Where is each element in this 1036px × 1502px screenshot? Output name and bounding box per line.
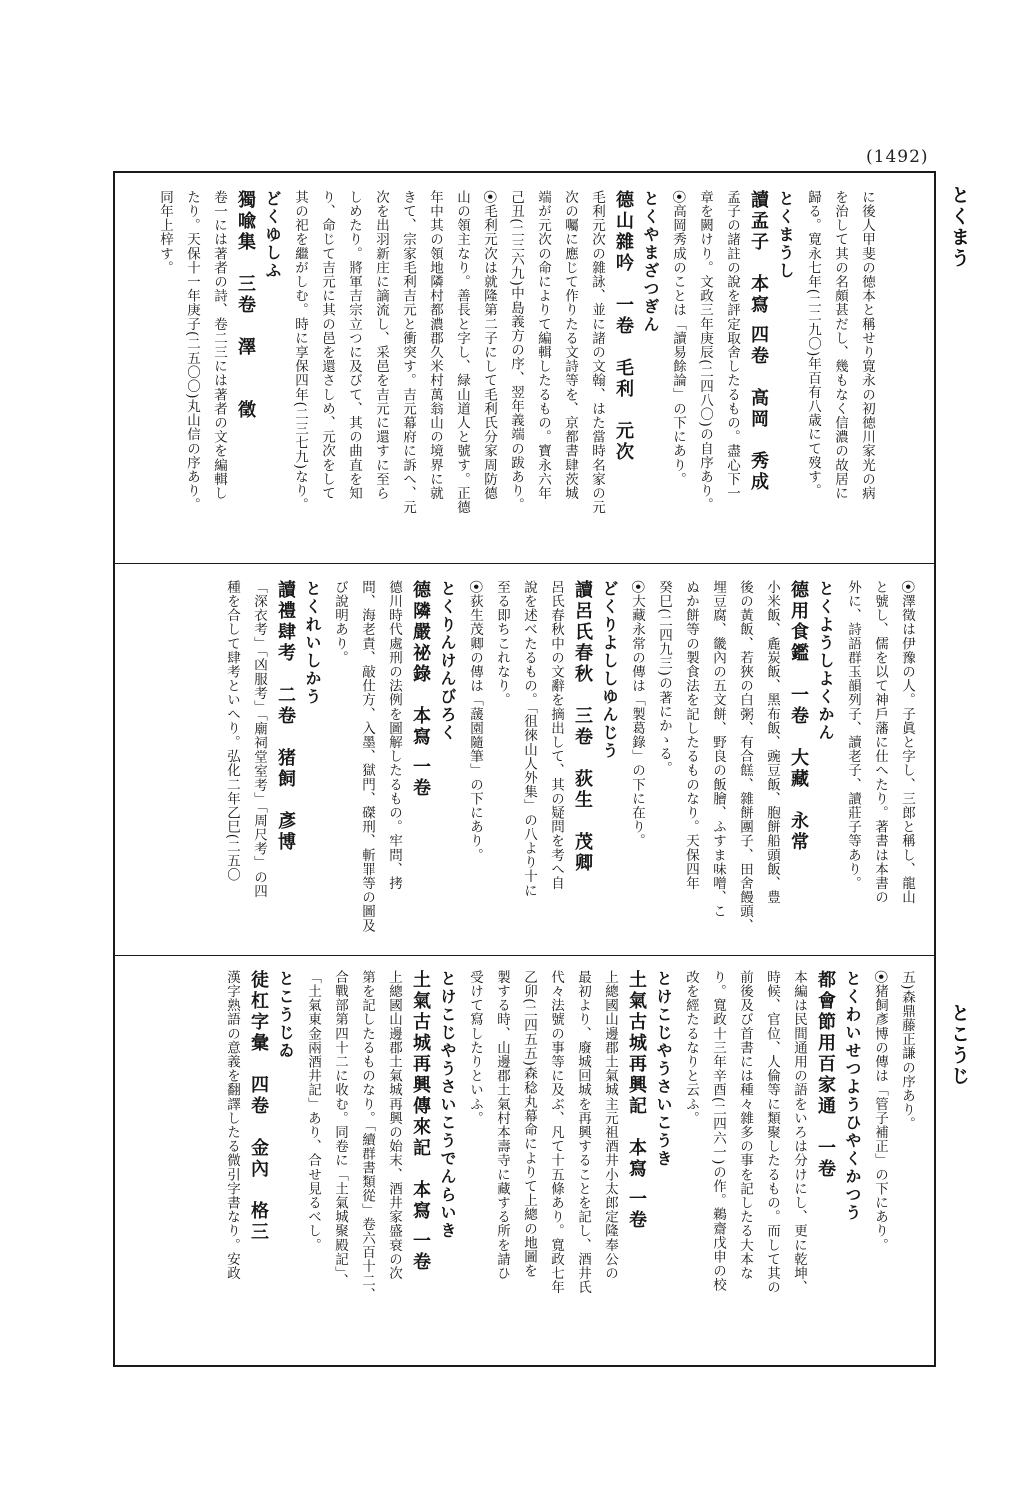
entry-reading: とくりんけんびろく (438, 580, 457, 742)
entry-text-line: ⦿大藏永常の傳は「製葛錄」の下に在り。 (629, 580, 645, 848)
entry-text-line: 卷一には著者の詩、卷二三には著者の文を編輯し (211, 190, 227, 501)
entry-text-line: 德川時代處刑の法例を圖解したるもの。牢問、拷 (386, 580, 402, 891)
entry-text-line: 癸巳(二四九三)の著にかゝる。 (656, 580, 672, 776)
entry-reading: とくれいしかう (303, 580, 322, 706)
entry-text-line: 次を出羽新庄に謫流し、采邑を吉元に還すに至ら (373, 190, 389, 501)
entry-reading: とくやまざつぎん (641, 190, 660, 334)
entry-text-line: 山の領主なり。善長と字し、緑山道人と號す。正德 (454, 190, 470, 515)
entry-text-line: 至る即ちこれなり。 (494, 580, 510, 707)
entry-title: 土氣古城再興記 本寫 一卷 (626, 970, 647, 1232)
text-band-middle (140, 580, 920, 958)
entry-text-line: 「深衣考」「凶服考」「廟祠堂室考」「周尺考」の四 (251, 580, 267, 899)
entry-text-line: 孟子の諸註の說を評定取舍したるもの。盡心下一 (724, 190, 740, 501)
entry-text-line: 種を合して肆考といへり。弘化二年乙巳(二五〇 (224, 580, 240, 882)
entry-text-line: 呂氏春秋中の文辭を摘出して、其の疑問を考へ自 (548, 580, 564, 891)
entry-text-line: 次の囑に應じて作りたる文詩等を、京都書肆茨城 (562, 190, 578, 501)
entry-text-line: ぬか餅等の製食法を記したるものなり。天保四年 (683, 580, 699, 891)
page-number: (1492) (866, 147, 929, 167)
entry-text-line: 上總國山邊郡土氣城主元祖酒井小太郎定隆奉公の (602, 970, 618, 1281)
entry-text-line: 其の祀を繼がしむ。時に享保四年(二三七九)なり。 (292, 190, 308, 512)
entry-text-line: 「土氣東金兩酒井記」あり、合せ見るべし。 (305, 970, 321, 1252)
entry-text-line: 五)森鼎藤正謙の序あり。 (899, 970, 915, 1131)
entry-title: 土氣古城再興傳來記 本寫 一卷 (410, 970, 431, 1274)
entry-text-line: 同年上梓す。 (157, 190, 173, 275)
entry-text-line: ⦿毛利元次は就隆第二子にして毛利氏分家周防德 (481, 190, 497, 501)
entry-title: 讀禮肆考 二卷 猪飼 彥博 (275, 580, 296, 853)
entry-text-line: を治して其の名頗甚だし、幾もなく信濃の故居に (832, 190, 848, 501)
entry-text-line: り、命じて吉元に其の邑を還さしめ、元次をして (319, 190, 335, 501)
entry-text-line: 毛利元次の雜詠、並に諸の文翰、はた當時名家の元 (589, 190, 605, 515)
entry-text-line: 第を記したるものなり。「續群書類從」卷六百十二、 (359, 970, 375, 1302)
entry-reading: とくまうし (776, 190, 795, 280)
entry-text-line: 歸る。寛永七年(二二九〇)年百有八歳にて歿す。 (805, 190, 821, 498)
entry-reading: とくようしよくかん (816, 580, 835, 742)
entry-text-line: 時候、官位、人倫等に類聚したるもの。而して其の (764, 970, 780, 1295)
running-header-bottom: とこうじ (948, 1003, 970, 1087)
entry-title: 德隣嚴祕錄 本寫 一卷 (410, 580, 431, 800)
entry-text-line: 外に、詩語群玉韻列子、讀老子、讀莊子等あり。 (845, 580, 861, 891)
entry-text-line: 改を經たるなりと云ふ。 (683, 970, 699, 1126)
entry-text-line: 前後及び首書には種々雜多の事を記したる大本な (737, 970, 753, 1281)
entry-title: 都會節用百家通 一卷 (815, 970, 836, 1180)
entry-text-line: たり。天保十一年庚子(二五〇〇)丸山信の序あり。 (184, 190, 200, 512)
entry-text-line: 己丑(二三六九)中島義方の序、翌年義端の跋あり。 (508, 190, 524, 512)
entry-text-line: 後の黃飯、若狹の白粥、有合餻、雜餅團子、田舍饅頭、 (737, 580, 753, 933)
entry-text-line: 製する時、山邊郡土氣村本壽寺に藏する所を請ひ (494, 970, 510, 1281)
text-band-bottom (140, 970, 920, 1350)
entry-text-line: 小米飯、麁炭飯、黑布飯、豌豆飯、胞餅船頭飯、豊 (764, 580, 780, 905)
entry-title: 德山雜吟 一卷 毛利 元次 (613, 190, 634, 463)
entry-reading: とこうじゐ (276, 970, 295, 1060)
entry-reading: とけこじやうさいこうき (654, 970, 673, 1168)
entry-text-line: 代々法號の事等に及ぶ、凡て十五條あり。寬政七年 (548, 970, 564, 1295)
entry-text-line: 本編は民間通用の語をいろは分けにし、更に乾坤、 (791, 970, 807, 1295)
entry-text-line: と號し、儒を以て神戶藩に仕へたり。著書は本書の (872, 580, 888, 905)
entry-title: 獨喩集 三卷 澤 徵 (235, 190, 256, 421)
entry-text-line: に後人甲斐の徳本と稱せり寛永の初徳川家光の病 (859, 190, 875, 501)
entry-text-line: り。寬政十三年辛酉(二四六一)の作。鵜齋戊申の校 (710, 970, 726, 1292)
entry-text-line: きて、宗家毛利吉元と衝突す。吉元幕府に訴へ、元 (400, 190, 416, 515)
entry-title: 讀孟子 本寫 四卷 高岡 秀成 (748, 190, 769, 494)
entry-reading: とけこじやうさいこうでんらいき (438, 970, 457, 1240)
entry-text-line: ⦿猪飼彥博の傳は「管子補正」の下にあり。 (872, 970, 888, 1252)
entry-text-line: ⦿澤徵は伊豫の人。子眞と字し、三郎と稱し、龍山 (899, 580, 915, 905)
entry-reading: とくわいせつようひやくかつう (843, 970, 862, 1222)
entry-text-line: 漢字熟語の意義を翻譯したる微引字書なり。安政 (224, 970, 240, 1281)
entry-text-line: 乙卯(二四五五)森稔丸幕命によりて上總の地圖を (521, 970, 537, 1278)
entry-title: 讀呂氏春秋 三卷 荻生 茂卿 (572, 580, 593, 874)
entry-text-line: 年中其の領地隣村都濃郡久米村萬翁山の境界に就 (427, 190, 443, 501)
entry-text-line: しめたり。將軍吉宗立つに及びて、其の曲直を知 (346, 190, 362, 501)
text-band-top (140, 190, 880, 568)
entry-text-line: 合戰部第四十二に收む。同卷に「土氣城聚殿記」、 (332, 970, 348, 1288)
entry-text-line: 章を闕けり。文政三年庚辰(二四八〇)の自序あり。 (697, 190, 713, 512)
entry-text-line: 最初より、廢城回城を再興することを記し、酒井氏 (575, 970, 591, 1295)
entry-text-line: 埋豆腐、畿內の五文餅、野良の飯膾、ふすま味噌、こ (710, 580, 726, 919)
running-header-top: とくまう (948, 185, 970, 269)
entry-title: 徒杠字彙 四卷 金內 格三 (248, 970, 269, 1243)
entry-reading: どくりよししゆんじう (600, 580, 619, 760)
entry-text-line: ⦿高岡秀成のことは「讀易餘論」の下にあり。 (670, 190, 686, 487)
entry-text-line: 上總國山邊郡土氣城再興の始末、酒井家盛衰の次 (386, 970, 402, 1281)
entry-text-line: び說明あり。 (332, 580, 348, 665)
entry-text-line: 問、海老責、敲仕方、入墨、獄門、磔刑、斬罪等の圖及 (359, 580, 375, 933)
entry-reading: どくゆしふ (263, 190, 282, 280)
entry-text-line: ⦿荻生茂卿の傳は「蘐園隨筆」の下にあり。 (467, 580, 483, 862)
entry-text-line: 說を述べたるもの。「徂徠山人外集」の八より十に (521, 580, 537, 898)
entry-text-line: 受けて寫したりといふ。 (467, 970, 483, 1126)
entry-title: 德用食鑑 一卷 大藏 永常 (788, 580, 809, 853)
entry-text-line: 端が元次の命によりて編輯したるもの。寶永六年 (535, 190, 551, 501)
